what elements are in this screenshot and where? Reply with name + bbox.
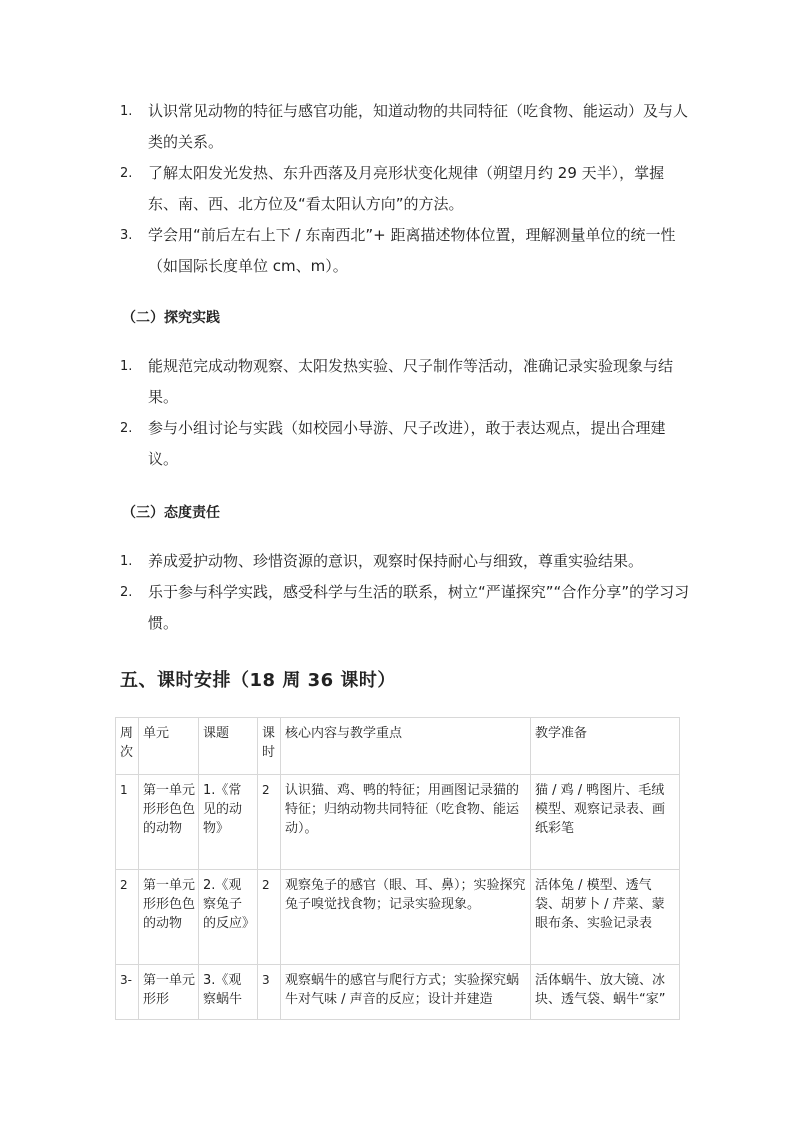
cell-week: 3-: [116, 965, 139, 1020]
section-title-inquiry: （二）探究实践: [122, 310, 220, 326]
header-prep: 教学准备: [531, 718, 680, 775]
cell-hours: 3: [258, 965, 281, 1020]
cell-unit: 第一单元 形形色色的动物: [139, 870, 199, 965]
item-text: 乐于参与科学实践，感受科学与生活的联系，树立“严谨探究”“合作分享”的学习习惯。: [148, 583, 690, 632]
list-item: [120, 413, 690, 475]
list-item: [120, 351, 690, 413]
cell-unit: 第一单元 形形色色的动物: [139, 775, 199, 870]
cell-prep: 猫 / 鸡 / 鸭图片、毛绒模型、观察记录表、画纸彩笔: [531, 775, 680, 870]
item-text: 学会用“前后左右上下 / 东南西北”+ 距离描述物体位置，理解测量单位的统一性（如国际长度单位 cm、m）。: [148, 226, 676, 275]
header-content: 核心内容与教学重点: [281, 718, 531, 775]
table-row: [116, 965, 680, 1020]
item-text: 能规范完成动物观察、太阳发热实验、尺子制作等活动，准确记录实验现象与结果。: [148, 357, 674, 406]
attitude-list: [120, 546, 690, 639]
cell-week: 2: [116, 870, 139, 965]
item-number: 1.: [120, 554, 133, 569]
item-number: 3.: [120, 228, 133, 243]
header-hours: 课时: [258, 718, 281, 775]
table-header-row: [116, 718, 680, 775]
item-number: 1.: [120, 104, 133, 119]
table-row: [116, 870, 680, 965]
cell-lesson: 3.《观察蜗牛: [199, 965, 258, 1020]
item-number: 2.: [120, 166, 133, 181]
knowledge-list: [120, 96, 690, 282]
cell-lesson: 1.《常见的动物》: [199, 775, 258, 870]
item-number: 1.: [120, 359, 133, 374]
schedule-table: [115, 717, 680, 1020]
list-item: [120, 546, 690, 577]
schedule-heading: 五、课时安排（18 周 36 课时）: [120, 670, 396, 691]
item-text: 认识常见动物的特征与感官功能，知道动物的共同特征（吃食物、能运动）及与人类的关系。: [148, 102, 689, 151]
list-item: [120, 220, 690, 282]
header-unit: 单元: [139, 718, 199, 775]
cell-content: 观察蜗牛的感官与爬行方式；实验探究蜗牛对气味 / 声音的反应；设计并建造: [281, 965, 531, 1020]
item-text: 了解太阳发光发热、东升西落及月亮形状变化规律（朔望月约 29 天半），掌握东、南、西、北方位及“看太阳认方向”的方法。: [148, 164, 665, 213]
inquiry-list: [120, 351, 690, 475]
item-number: 2.: [120, 585, 133, 600]
cell-lesson: 2.《观察兔子的反应》: [199, 870, 258, 965]
cell-prep: 活体兔 / 模型、透气袋、胡萝卜 / 芹菜、蒙眼布条、实验记录表: [531, 870, 680, 965]
cell-week: 1: [116, 775, 139, 870]
header-lesson: 课题: [199, 718, 258, 775]
cell-unit: 第一单元 形形: [139, 965, 199, 1020]
cell-content: 认识猫、鸡、鸭的特征；用画图记录猫的特征；归纳动物共同特征（吃食物、能运动）。: [281, 775, 531, 870]
cell-hours: 2: [258, 775, 281, 870]
list-item: [120, 577, 690, 639]
item-number: 2.: [120, 421, 133, 436]
table-row: [116, 775, 680, 870]
cell-content: 观察兔子的感官（眼、耳、鼻）；实验探究兔子嗅觉找食物；记录实验现象。: [281, 870, 531, 965]
section-title-attitude: （三）态度责任: [122, 505, 220, 521]
cell-hours: 2: [258, 870, 281, 965]
list-item: [120, 96, 690, 158]
item-text: 养成爱护动物、珍惜资源的意识，观察时保持耐心与细致，尊重实验结果。: [148, 552, 644, 570]
header-week: 周次: [116, 718, 139, 775]
list-item: [120, 158, 690, 220]
cell-prep: 活体蜗牛、放大镜、冰块、透气袋、蜗牛“家”: [531, 965, 680, 1020]
item-text: 参与小组讨论与实践（如校园小导游、尺子改进），敢于表达观点，提出合理建议。: [148, 419, 666, 468]
